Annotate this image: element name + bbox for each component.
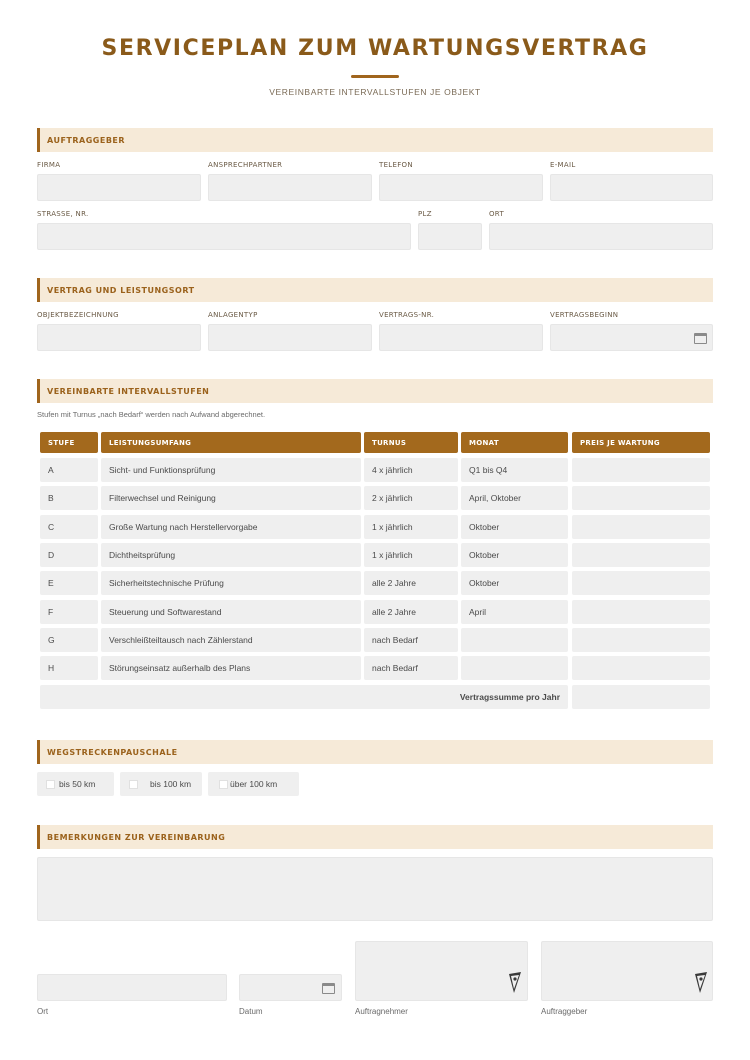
objekt-field[interactable]	[37, 324, 201, 351]
cell-preis[interactable]	[572, 458, 710, 482]
cell-monat	[461, 628, 568, 652]
section-auftraggeber: AUFTRAGGEBER	[37, 128, 713, 152]
ansprechpartner-label: ANSPRECHPARTNER	[208, 161, 283, 169]
cell-preis[interactable]	[572, 543, 710, 567]
auftraggeber-signature-field[interactable]	[541, 941, 713, 1001]
option-label: bis 100 km	[150, 779, 192, 789]
datum-caption: Datum	[239, 1007, 263, 1016]
bemerkungen-field[interactable]	[37, 857, 713, 921]
cell-turnus: alle 2 Jahre	[364, 571, 458, 595]
section-intervall: VEREINBARTE INTERVALLSTUFEN	[37, 379, 713, 403]
cell-preis[interactable]	[572, 571, 710, 595]
pen-icon	[508, 972, 522, 994]
cell-stufe: E	[40, 571, 98, 595]
sum-row-label: Vertragssumme pro Jahr	[40, 685, 568, 709]
cell-leistungsumfang: Filterwechsel und Reinigung	[101, 486, 361, 510]
section-bemerkungen: BEMERKUNGEN ZUR VEREINBARUNG	[37, 825, 713, 849]
cell-leistungsumfang: Verschleißteiltausch nach Zählerstand	[101, 628, 361, 652]
anlagentyp-field[interactable]	[208, 324, 372, 351]
cell-preis[interactable]	[572, 628, 710, 652]
sum-row-value[interactable]	[572, 685, 710, 709]
page-subtitle: VEREINBARTE INTERVALLSTUFEN JE OBJEKT	[269, 87, 481, 97]
auftragnehmer-caption: Auftragnehmer	[355, 1007, 408, 1016]
vertragsnr-field[interactable]	[379, 324, 543, 351]
section-vertrag: VERTRAG UND LEISTUNGSORT	[37, 278, 713, 302]
objekt-label: OBJEKTBEZEICHNUNG	[37, 311, 119, 319]
cell-preis[interactable]	[572, 486, 710, 510]
cell-monat: Q1 bis Q4	[461, 458, 568, 482]
cell-stufe: F	[40, 600, 98, 624]
strasse-field[interactable]	[37, 223, 411, 250]
option-ueber-100km[interactable]	[208, 772, 299, 796]
checkbox-icon[interactable]	[219, 780, 228, 789]
auftragnehmer-signature-field[interactable]	[355, 941, 528, 1001]
auftraggeber-caption: Auftraggeber	[541, 1007, 588, 1016]
intervall-note: Stufen mit Turnus „nach Bedarf“ werden nach Aufwand abgerechnet.	[37, 410, 266, 419]
col-header-leistungsumfang: LEISTUNGSUMFANG	[101, 432, 361, 453]
cell-turnus: 4 x jährlich	[364, 458, 458, 482]
option-bis-50km[interactable]	[37, 772, 114, 796]
plz-label: PLZ	[418, 210, 432, 218]
email-field[interactable]	[550, 174, 713, 201]
email-label: E-MAIL	[550, 161, 576, 169]
vertragsnr-label: VERTRAGS-NR.	[379, 311, 435, 319]
calendar-icon[interactable]	[322, 983, 335, 994]
cell-monat	[461, 656, 568, 680]
cell-preis[interactable]	[572, 656, 710, 680]
cell-stufe: G	[40, 628, 98, 652]
cell-turnus: alle 2 Jahre	[364, 600, 458, 624]
strasse-label: STRASSE, NR.	[37, 210, 89, 218]
cell-preis[interactable]	[572, 515, 710, 539]
cell-turnus: nach Bedarf	[364, 656, 458, 680]
cell-monat: April	[461, 600, 568, 624]
anlagentyp-label: ANLAGENTYP	[208, 311, 258, 319]
col-header-monat: MONAT	[461, 432, 568, 453]
cell-leistungsumfang: Sicht- und Funktionsprüfung	[101, 458, 361, 482]
option-bis-100km[interactable]	[120, 772, 202, 796]
cell-monat: Oktober	[461, 571, 568, 595]
plz-field[interactable]	[418, 223, 482, 250]
cell-stufe: A	[40, 458, 98, 482]
cell-preis[interactable]	[572, 600, 710, 624]
col-header-stufe: STUFE	[40, 432, 98, 453]
vertragsbeginn-field[interactable]	[550, 324, 713, 351]
ort-signature-field[interactable]	[37, 974, 227, 1001]
option-label: über 100 km	[230, 779, 278, 789]
title-underline	[351, 75, 399, 78]
cell-stufe: H	[40, 656, 98, 680]
cell-monat: April, Oktober	[461, 486, 568, 510]
cell-monat: Oktober	[461, 543, 568, 567]
checkbox-icon[interactable]	[46, 780, 55, 789]
cell-stufe: B	[40, 486, 98, 510]
ort-caption: Ort	[37, 1007, 49, 1016]
checkbox-icon[interactable]	[129, 780, 138, 789]
cell-turnus: nach Bedarf	[364, 628, 458, 652]
calendar-icon[interactable]	[694, 333, 707, 344]
col-header-preis: PREIS JE WARTUNG	[572, 432, 710, 453]
cell-turnus: 2 x jährlich	[364, 486, 458, 510]
cell-leistungsumfang: Dichtheitsprüfung	[101, 543, 361, 567]
ort-field[interactable]	[489, 223, 713, 250]
vertragsbeginn-label: VERTRAGSBEGINN	[550, 311, 619, 319]
firma-label: FIRMA	[37, 161, 61, 169]
ort-label: ORT	[489, 210, 505, 218]
datum-field[interactable]	[239, 974, 342, 1001]
cell-leistungsumfang: Sicherheitstechnische Prüfung	[101, 571, 361, 595]
telefon-field[interactable]	[379, 174, 543, 201]
col-header-turnus: TURNUS	[364, 432, 458, 453]
cell-stufe: D	[40, 543, 98, 567]
telefon-label: TELEFON	[379, 161, 413, 169]
cell-turnus: 1 x jährlich	[364, 515, 458, 539]
cell-leistungsumfang: Störungseinsatz außerhalb des Plans	[101, 656, 361, 680]
cell-stufe: C	[40, 515, 98, 539]
page-title: SERVICEPLAN ZUM WARTUNGSVERTRAG	[101, 36, 649, 61]
section-wegstrecke: WEGSTRECKENPAUSCHALE	[37, 740, 713, 764]
pen-icon	[694, 972, 708, 994]
cell-turnus: 1 x jährlich	[364, 543, 458, 567]
cell-leistungsumfang: Große Wartung nach Herstellervorgabe	[101, 515, 361, 539]
ansprechpartner-field[interactable]	[208, 174, 372, 201]
firma-field[interactable]	[37, 174, 201, 201]
cell-leistungsumfang: Steuerung und Softwarestand	[101, 600, 361, 624]
option-label: bis 50 km	[59, 779, 96, 789]
cell-monat: Oktober	[461, 515, 568, 539]
